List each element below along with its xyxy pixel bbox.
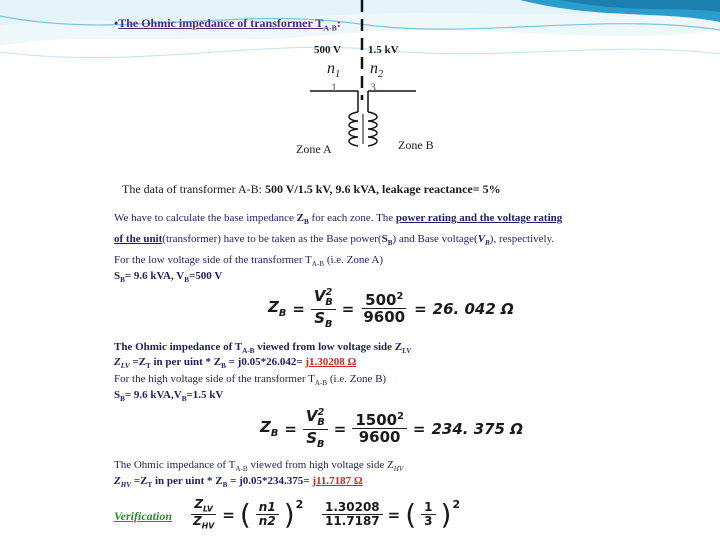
high-side-fraction-symbolic: $\frac{V^2_B}{S_B}$ <box>303 408 328 450</box>
ratio-high: 3 <box>370 80 376 94</box>
zone-b-label: Zone B <box>398 138 434 152</box>
low-side-fraction-numeric: $\frac{500^2}{9600}$ <box>363 290 406 327</box>
zone-a-label: Zone A <box>296 142 332 156</box>
high-side-values: $S_B= 9.6$ $kVA,V_B=1.5$ kV <box>114 389 224 404</box>
ohmic-low-result: j1.30208 Ω <box>305 356 357 368</box>
n2-label: $n_2$ <box>370 60 384 81</box>
primary-coil <box>349 112 358 146</box>
low-side-equation: $Z_B$ = $\frac{V^2_B}{S_B}$ = $\frac{500^2}{9600}$ = 26. 042 Ω <box>268 287 514 330</box>
ohmic-high-line2: $Z_{HV} =Z_T$ in per uint * $Z_B = j0.05*234.375= j11.7187$ Ω <box>114 475 363 490</box>
voltage-high-label: 1.5 kV <box>368 44 399 56</box>
power-rating-link: power rating and the voltage rating <box>395 212 563 224</box>
low-side-fraction-symbolic: $\frac{V^2_B}{S_B}$ <box>311 288 336 330</box>
transformer-data-line: The data of transformer A-B: 500 V/1.5 kV, 9.6 kVA, leakage reactance= 5% <box>122 182 501 196</box>
verification-label: Verification <box>114 509 173 523</box>
ohmic-high-result: j11.7187 Ω <box>312 475 363 487</box>
unit-link: of the unit <box>114 233 163 246</box>
base-impedance-paragraph: We have to calculate the base impedance $Z_B$ for each zone. The power rating and the voltage rating of the unit(transformer) have to be taken as the Base $power(S_B)$ and Base $voltage(V_B)$, respectively. <box>114 212 563 248</box>
verification-rhs: $\frac{1.30208}{11.7187}$ = ( $\frac{1}{3}$ ) 2 <box>322 498 460 531</box>
low-side-result: 26. 042 Ω <box>432 299 514 318</box>
ohmic-low-line1: The Ohmic impedance of $T_{A-B}$ viewed from low voltage side $Z_{LV}$ <box>114 341 411 356</box>
n1-label: $n_1$ <box>327 60 341 81</box>
low-side-values: $S_B= 9.6$ kVA, $V_B=500$ V <box>114 270 223 285</box>
title-bullet: • <box>114 16 119 30</box>
high-side-heading: For the high voltage side of the transformer $T_{A-B}$ (i.e. Zone B) <box>114 373 387 388</box>
secondary-coil <box>368 112 377 146</box>
verification-lhs: $\frac{Z_{LV}}{Z_{HV}}$ = ( $\frac{n1}{n2}$ ) 2 <box>193 497 304 532</box>
ohmic-high-line1: The Ohmic impedance of $T_{A-B}$ viewed from high voltage side $Z_{HV}$ <box>114 459 404 474</box>
high-side-equation: $Z_B$ = $\frac{V^2_B}{S_B}$ = $\frac{1500^2}{9600}$ = 234. 375 Ω <box>260 407 523 450</box>
high-side-fraction-numeric: $\frac{1500^2}{9600}$ <box>352 412 407 447</box>
voltage-low-label: 500 V <box>314 44 341 56</box>
page-title: •The Ohmic impedance of transformer $T_{A-B}$: <box>114 16 341 33</box>
ratio-low: 1 <box>331 80 337 94</box>
low-side-heading: For the low voltage side of the transformer $T_{A-B}$ (i.e. Zone A) <box>114 254 384 269</box>
transformer-diagram <box>290 0 430 160</box>
ohmic-low-line2: $Z_{LV} =Z_T$ in per uint * $Z_B = j0.05*26.042= j1.30208$ Ω <box>114 356 357 371</box>
high-side-result: 234. 375 Ω <box>431 419 523 438</box>
